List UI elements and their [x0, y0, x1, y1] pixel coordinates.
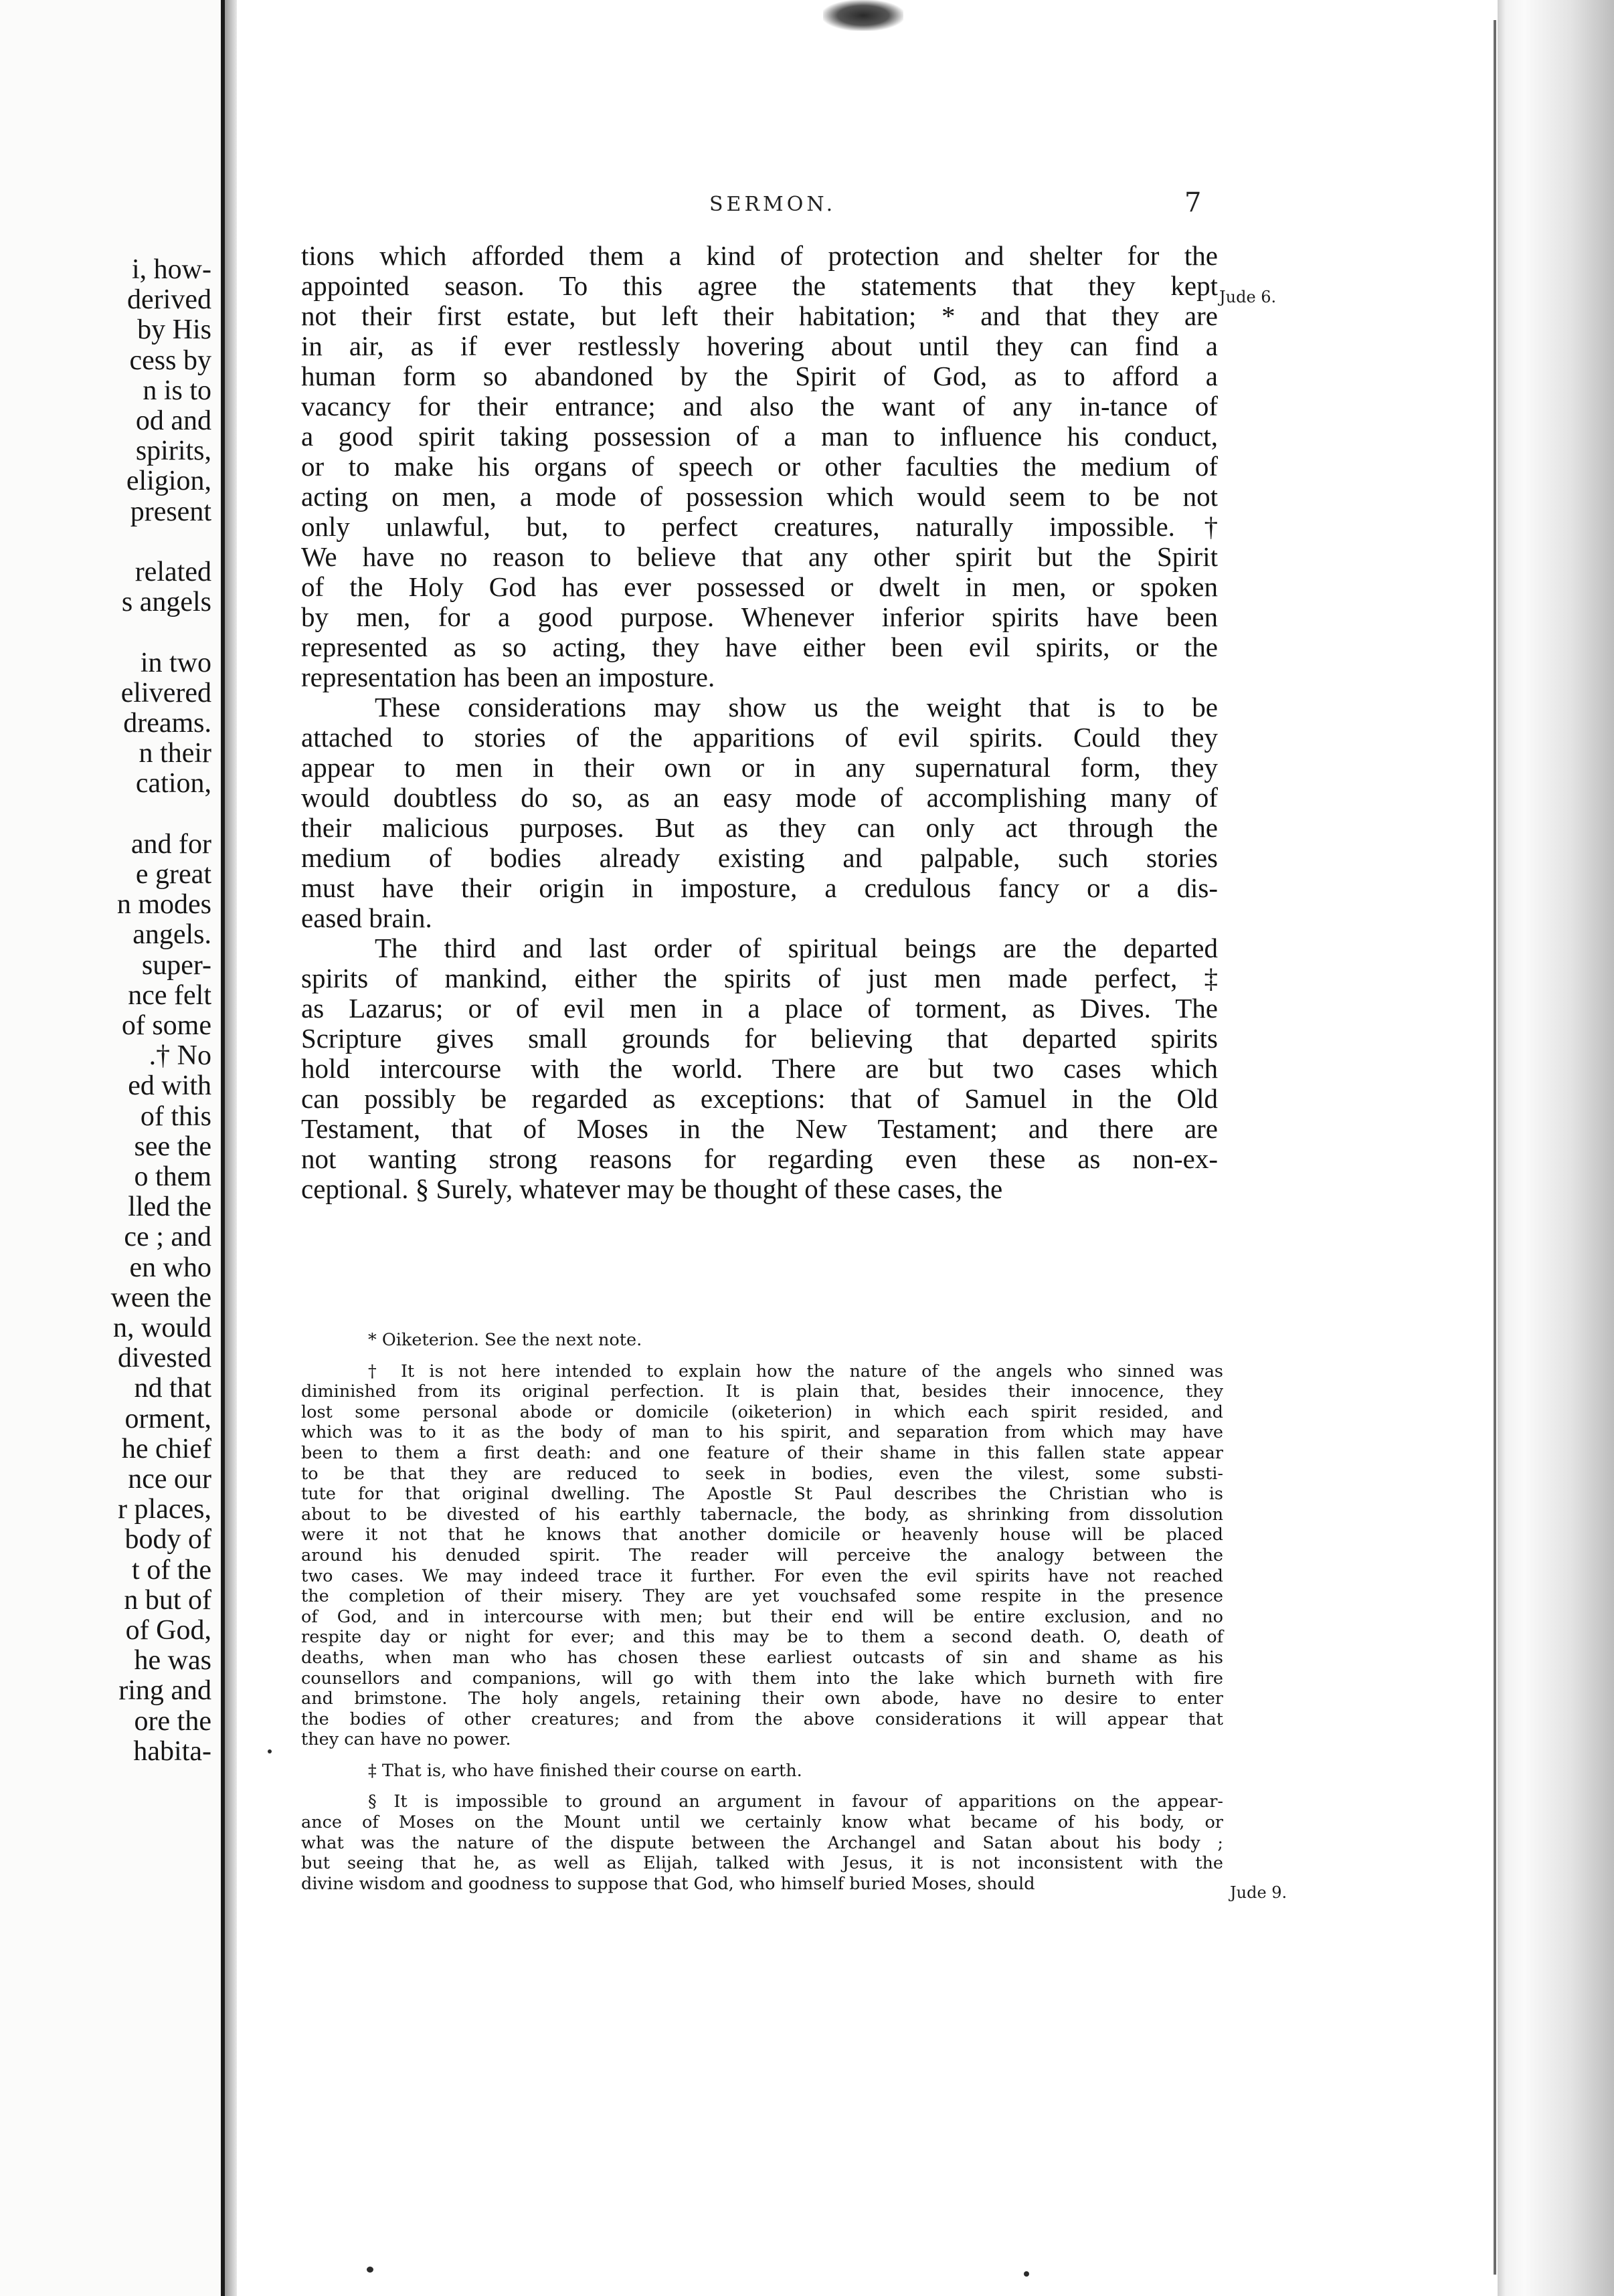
footnote-gap	[301, 1351, 1223, 1361]
facing-page-line: cess by	[129, 345, 211, 376]
body-line: We have no reason to believe that any other spirit but the Spirit	[301, 541, 1218, 572]
facing-page-line: e great	[135, 859, 211, 890]
facing-page-fragment	[0, 0, 221, 2296]
body-line: appointed season. To this agree the statements that they kept	[301, 270, 1218, 301]
page-number: 7	[1184, 187, 1202, 218]
body-line: human form so abandoned by the Spirit of God, as to afford a	[301, 361, 1218, 391]
footnote-line: deaths, when man who has chosen these earliest outcasts of sin and shame as his	[301, 1647, 1223, 1668]
footnote-line: diminished from its original perfection. It is plain that, besides their innocence, they	[301, 1381, 1223, 1402]
body-line: as Lazarus; or of evil men in a place of torment, as Dives. The	[301, 993, 1218, 1024]
body-line: The third and last order of spiritual beings are the departed	[375, 933, 1218, 963]
footnote-line: respite day or night for ever; and this may be to them a second death. O, death of	[301, 1627, 1223, 1648]
running-head: SERMON.	[709, 193, 836, 216]
facing-page-line: od and	[135, 405, 211, 436]
margin-note-jude-9: Jude 9.	[1230, 1883, 1287, 1902]
body-text	[301, 241, 1218, 1204]
body-line: of the Holy God has ever possessed or dwelt in men, or spoken	[301, 571, 1218, 602]
facing-page-line: angels.	[132, 919, 211, 951]
facing-page-line: elivered	[120, 677, 211, 708]
ink-speck	[268, 1749, 272, 1753]
footnotes	[301, 1330, 1223, 1894]
footnote-line: and brimstone. The holy angels, retaining their own abode, have no desire to enter	[301, 1689, 1223, 1709]
facing-page-line: by His	[137, 314, 211, 346]
facing-page-line: body of	[124, 1524, 211, 1555]
margin-note-jude-6: Jude 6.	[1219, 288, 1277, 306]
facing-page-line: super-	[141, 949, 211, 981]
body-line: not wanting strong reasons for regarding even these as non-ex-	[301, 1143, 1218, 1174]
footnote-gap	[301, 1750, 1223, 1761]
body-line: hold intercourse with the world. There are but two cases which	[301, 1053, 1218, 1084]
body-line: tions which afforded them a kind of protection and shelter for the	[301, 240, 1218, 271]
facing-page-line: nce our	[128, 1464, 211, 1495]
facing-page-line: n modes	[116, 889, 211, 921]
footnote-gap	[301, 1781, 1223, 1792]
facing-page-line: ween the	[110, 1282, 211, 1313]
facing-page-line: i, how-	[132, 254, 211, 285]
ink-smudge	[823, 0, 903, 31]
facing-page-line: of some	[121, 1010, 211, 1041]
facing-page-line: lled the	[128, 1191, 211, 1223]
footnote-line: of God, and in intercourse with men; but their end will be entire exclusion, and no	[301, 1606, 1223, 1627]
body-line: in air, as if ever restlessly hovering about until they can find a	[301, 330, 1218, 361]
footnote-line: divine wisdom and goodness to suppose that God, who himself buried Moses, should	[301, 1873, 1035, 1894]
footnote-line: around his denuded spirit. The reader will perceive the analogy between the	[301, 1545, 1223, 1565]
footnote-line: † It is not here intended to explain how the nature of the angels who sinned was	[368, 1361, 1223, 1381]
facing-page-line: n, would	[113, 1313, 211, 1343]
facing-page-line: he chief	[121, 1433, 211, 1464]
footnote-line: lost some personal abode or domicile (oiketerion) in which each spirit resided, and	[301, 1402, 1223, 1422]
footnote-line: counsellors and companions, will go with them into the lake which burneth with fire	[301, 1668, 1223, 1689]
facing-page-line: in two	[140, 647, 211, 678]
body-line: by men, for a good purpose. Whenever inferior spirits have been	[301, 601, 1218, 632]
facing-page-line: r places,	[118, 1494, 211, 1525]
ink-speck	[1024, 2271, 1029, 2277]
body-line: acting on men, a mode of possession which would seem to be not	[301, 481, 1218, 512]
body-line: can possibly be regarded as exceptions: that of Samuel in the Old	[301, 1083, 1218, 1114]
body-line: appear to men in their own or in any supernatural form, they	[301, 752, 1218, 783]
footnote-line: what was the nature of the dispute between the Archangel and Satan about his body ;	[301, 1832, 1223, 1853]
footnote-line: tute for that original dwelling. The Apostle St Paul describes the Christian who is	[301, 1484, 1223, 1505]
body-line: spirits of mankind, either the spirits of just men made perfect, ‡	[301, 963, 1218, 993]
facing-page-line: divested	[118, 1343, 211, 1374]
body-line: These considerations may show us the weight that is to be	[375, 692, 1218, 723]
page-edge-line	[1494, 20, 1496, 2275]
facing-page-line: en who	[129, 1252, 211, 1283]
facing-page-line: n is to	[143, 375, 211, 406]
body-line: attached to stories of the apparitions of evil spirits. Could they	[301, 722, 1218, 753]
footnote-line: been to them a first death: and one feature of their shame in this fallen state appear	[301, 1442, 1223, 1463]
footnote-line: were it not that he knows that another domicile or heavenly house will be placed	[301, 1525, 1223, 1545]
body-line: their malicious purposes. But as they can only act through the	[301, 812, 1218, 843]
gutter-shadow	[225, 0, 237, 2296]
footnote-line: but seeing that he, as well as Elijah, talked with Jesus, it is not inconsistent with the	[301, 1853, 1223, 1874]
facing-page-line: he was	[134, 1645, 211, 1677]
body-line: ceptional. § Surely, whatever may be thought of these cases, the	[301, 1173, 1003, 1204]
facing-page-line: eligion,	[126, 466, 211, 497]
facing-page-line: related	[134, 557, 211, 587]
facing-page-line: s angels	[121, 587, 211, 618]
facing-page-line: n their	[139, 738, 211, 769]
facing-page-line: dreams.	[123, 708, 211, 739]
body-line: not their first estate, but left their habitation; * and that they are	[301, 300, 1218, 331]
footnote-line: ance of Moses on the Mount until we certainly know what became of his body, or	[301, 1812, 1223, 1833]
body-line: represented as so acting, they have either been evil spirits, or the	[301, 632, 1218, 662]
facing-page-line: present	[130, 496, 211, 527]
body-line: only unlawful, but, to perfect creatures, naturally impossible.†	[301, 511, 1218, 542]
body-line: must have their origin in imposture, a credulous fancy or a dis-	[301, 872, 1218, 903]
facing-page-line: habita-	[133, 1735, 211, 1767]
body-line: representation has been an imposture.	[301, 662, 715, 692]
facing-page-line: nd that	[134, 1373, 211, 1404]
facing-page-line: cation,	[135, 768, 211, 799]
facing-page-line: see the	[134, 1131, 211, 1162]
facing-page-line: and for	[130, 828, 211, 860]
facing-page-line: t of the	[132, 1554, 211, 1586]
facing-page-line: n but of	[124, 1584, 211, 1616]
footnote-line: two cases. We may indeed trace it further. For even the evil spirits have not reached	[301, 1565, 1223, 1586]
footnote-line: about to be divested of his earthly tabernacle, the body, as shrinking from dissolution	[301, 1504, 1223, 1525]
body-line: eased brain.	[301, 902, 432, 933]
footnote-line: § It is impossible to ground an argument in favour of apparitions on the appear-	[368, 1792, 1223, 1812]
facing-page-line: ce ; and	[124, 1222, 211, 1253]
facing-page-line: ed with	[128, 1070, 211, 1102]
footnote-line: they can have no power.	[301, 1729, 511, 1750]
footnote-line: the completion of their misery. They are yet vouchsafed some respite in the presence	[301, 1586, 1223, 1607]
facing-page-line: of this	[140, 1101, 211, 1132]
facing-page-line: orment,	[124, 1403, 211, 1434]
facing-page-line: nce felt	[128, 979, 211, 1011]
facing-page-line: .† No	[149, 1040, 211, 1072]
body-line: or to make his organs of speech or other faculties the medium of	[301, 451, 1218, 482]
body-line: Scripture gives small grounds for believing that departed spirits	[301, 1023, 1218, 1054]
footnote-line: * Oiketerion. See the next note.	[368, 1330, 642, 1350]
facing-page-line: spirits,	[135, 436, 211, 467]
footnote-line: to be that they are reduced to seek in bodies, even the vilest, some substi-	[301, 1463, 1223, 1484]
body-line: vacancy for their entrance; and also the want of any in-tance of	[301, 391, 1218, 421]
footnote-line: the bodies of other creatures; and from the above considerations it will appear that	[301, 1709, 1223, 1729]
ink-speck	[367, 2267, 373, 2273]
footnote-line: which was to it as the body of man to his spirit, and separation from which may have	[301, 1422, 1223, 1443]
page-stack-edge	[1498, 0, 1614, 2296]
facing-page-line: o them	[134, 1161, 211, 1192]
body-line: Testament, that of Moses in the New Testament; and there are	[301, 1113, 1218, 1144]
body-line: a good spirit taking possession of a man to influence his conduct,	[301, 421, 1218, 452]
facing-page-line: of God,	[125, 1615, 211, 1646]
footnote-line: ‡ That is, who have finished their course on earth.	[368, 1760, 802, 1781]
body-line: would doubtless do so, as an easy mode of accomplishing many of	[301, 782, 1218, 813]
facing-page-line: ore the	[134, 1705, 211, 1737]
body-line: medium of bodies already existing and palpable, such stories	[301, 842, 1218, 873]
facing-page-line: ring and	[118, 1675, 211, 1707]
facing-page-line: derived	[127, 284, 211, 316]
